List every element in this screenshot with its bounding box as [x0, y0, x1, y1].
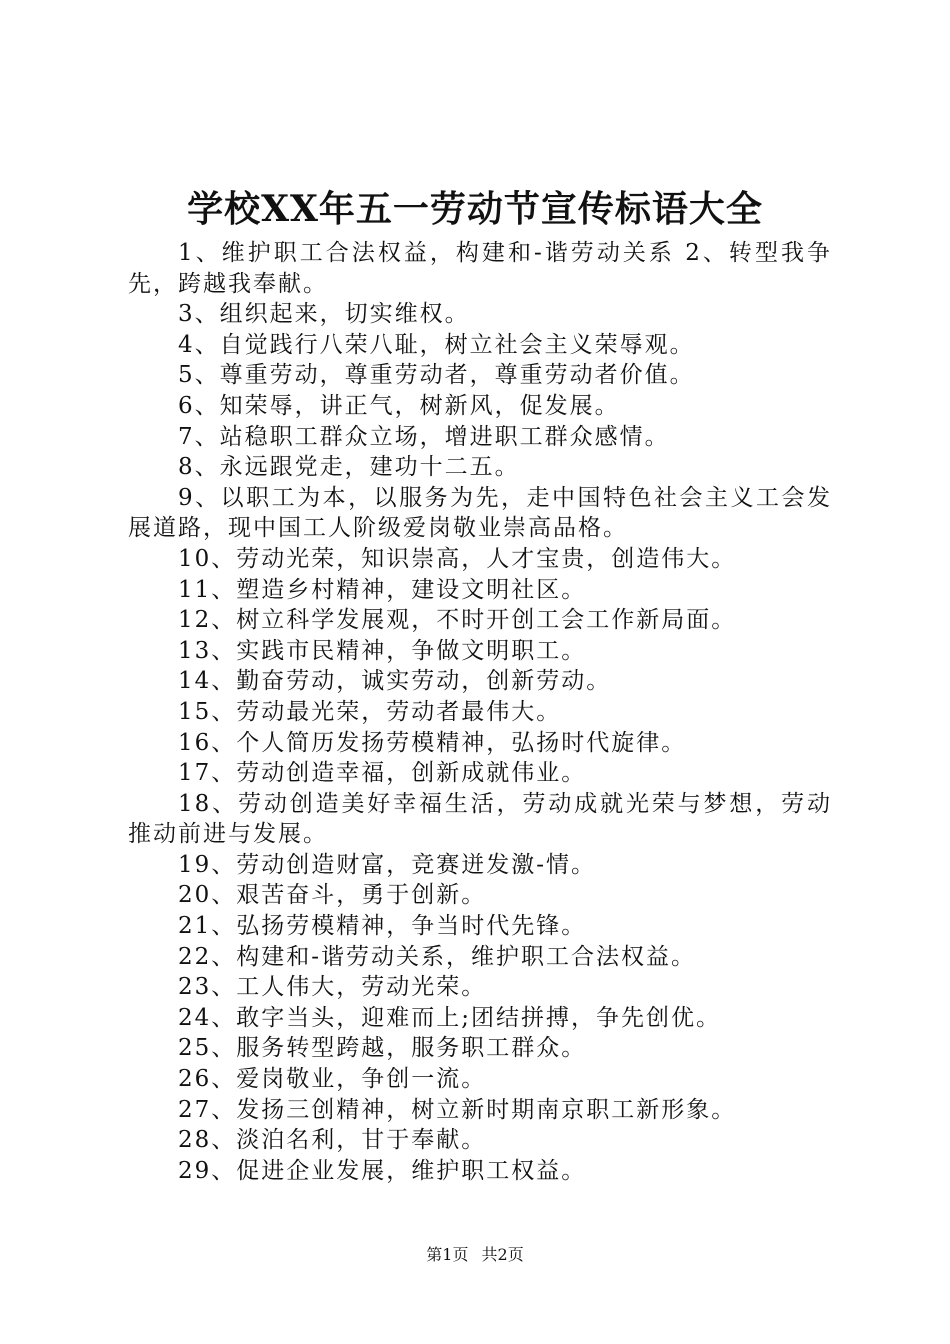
page-number: 第1页 — [426, 1245, 469, 1264]
list-item: 14、勤奋劳动，诚实劳动，创新劳动。 — [178, 668, 612, 695]
list-item: 10、劳动光荣，知识崇高，人才宝贵，创造伟大。 — [178, 545, 737, 572]
list-item: 26、爱岗敬业，争创一流。 — [178, 1066, 487, 1093]
list-item: 24、敢字当头，迎难而上;团结拼搏，争先创优。 — [178, 1004, 722, 1031]
list-item: 11、塑造乡村精神，建设文明社区。 — [178, 576, 587, 603]
page-footer — [0, 1243, 950, 1267]
slogan-list — [128, 238, 832, 1186]
list-item: 9、以职工为本，以服务为先，走中国特色社会主义工会发展道路，现中国工人阶级爱岗敬业崇高品格。 — [128, 484, 832, 542]
list-item: 25、服务转型跨越，服务职工群众。 — [178, 1035, 587, 1062]
list-item: 7、站稳职工群众立场，增进职工群众感情。 — [178, 423, 670, 450]
list-item: 28、淡泊名利，甘于奉献。 — [178, 1127, 487, 1154]
list-item: 17、劳动创造幸福，创新成就伟业。 — [178, 760, 587, 787]
list-item: 8、永远跟党走，建功十二五。 — [178, 454, 520, 481]
list-item: 29、促进企业发展，维护职工权益。 — [178, 1157, 587, 1184]
list-item: 5、尊重劳动，尊重劳动者，尊重劳动者价值。 — [178, 362, 695, 389]
list-item: 1、维护职工合法权益，构建和-谐劳动关系 2、转型我争先，跨越我奉献。 — [128, 240, 832, 297]
list-item: 16、个人简历发扬劳模精神，弘扬时代旋律。 — [178, 729, 687, 756]
list-item: 22、构建和-谐劳动关系，维护职工合法权益。 — [178, 943, 697, 970]
list-item: 3、组织起来，切实维权。 — [178, 301, 470, 328]
list-item: 12、树立科学发展观，不时开创工会工作新局面。 — [178, 607, 737, 634]
list-item: 21、弘扬劳模精神，争当时代先锋。 — [178, 913, 587, 940]
list-item: 20、艰苦奋斗，勇于创新。 — [178, 882, 487, 909]
list-item: 18、劳动创造美好幸福生活，劳动成就光荣与梦想，劳动推动前进与发展。 — [128, 790, 832, 848]
list-item: 6、知荣辱，讲正气，树新风，促发展。 — [178, 392, 620, 419]
document-title: 学校XX年五一劳动节宣传标语大全 — [187, 188, 763, 230]
list-item: 19、劳动创造财富，竞赛迸发激-情。 — [178, 851, 597, 878]
page-total: 共2页 — [481, 1245, 524, 1264]
list-item: 4、自觉践行八荣八耻，树立社会主义荣辱观。 — [178, 331, 695, 358]
list-item: 27、发扬三创精神，树立新时期南京职工新形象。 — [178, 1096, 737, 1123]
list-item: 23、工人伟大，劳动光荣。 — [178, 974, 487, 1001]
list-item: 15、劳动最光荣，劳动者最伟大。 — [178, 698, 562, 725]
list-item: 13、实践市民精神，争做文明职工。 — [178, 637, 587, 664]
